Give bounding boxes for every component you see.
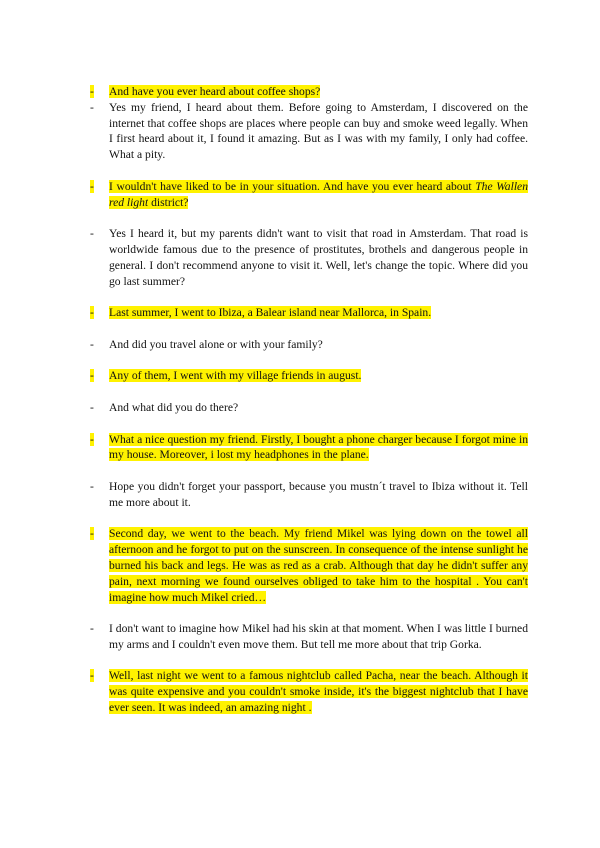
- dialogue-line: [90, 526, 528, 605]
- dash-marker: -: [90, 669, 94, 683]
- dialogue-line: [90, 368, 528, 384]
- dash-marker: -: [90, 227, 94, 241]
- line-text: Well, last night we went to a famous nightclub called Pacha, near the beach. Although it was quite expensive and you couldn't smoke inside, it's the biggest nightclub that I have ever seen. It was indeed, an amazing night .: [109, 669, 528, 715]
- line-text-end: district?: [148, 195, 189, 209]
- line-text: Second day, we went to the beach. My friend Mikel was lying down on the towel all afternoon and he forgot to put on the sunscreen. In consequence of the intense sunlight he burned his back and legs. He was as red as a crab. Although that day he didn't suffer any pain, next morning we found ourselves obliged to take him to the hospital . You can't imagine how much Mikel cried…: [109, 527, 528, 604]
- place-name-italic: The Wallen red light: [109, 179, 528, 209]
- dialogue-line: [90, 432, 528, 464]
- dialogue-line: [90, 179, 528, 211]
- dialogue-line: [90, 400, 528, 416]
- dash-marker: -: [90, 179, 94, 193]
- dialogue-line: [90, 84, 528, 100]
- dash-marker: -: [90, 400, 94, 414]
- dialogue-line: [90, 226, 528, 289]
- dialogue-line: [90, 621, 528, 653]
- dialogue-line: [90, 668, 528, 715]
- dialogue-line: [90, 100, 528, 163]
- line-text: I don't want to imagine how Mikel had his skin at that moment. When I was little I burned my arms and I couldn't even move them. But tell me more about that trip Gorka.: [109, 622, 528, 651]
- line-text: And what did you do there?: [109, 400, 239, 414]
- dash-marker: -: [90, 306, 94, 320]
- dash-marker: -: [90, 100, 94, 114]
- dash-marker: -: [90, 527, 94, 541]
- dash-marker: -: [90, 432, 94, 446]
- dash-marker: -: [90, 622, 94, 636]
- dash-marker: -: [90, 479, 94, 493]
- dialogue-line: [90, 337, 528, 353]
- line-text: I wouldn't have liked to be in your situation. And have you ever heard about: [109, 179, 476, 193]
- line-text: What a nice question my friend. Firstly, I bought a phone charger because I forgot mine in my house. Moreover, i lost my headphones in the plane.: [109, 432, 528, 462]
- line-text: Yes my friend, I heard about them. Before going to Amsterdam, I discovered on the internet that coffee shops are places where people can buy and smoke weed legally. When I first heard about it, I found it amazing. But as I was with my family, I only had coffee. What a pity.: [109, 100, 528, 162]
- dialogue-line: [90, 305, 528, 321]
- line-text: Yes I heard it, but my parents didn't want to visit that road in Amsterdam. That road is worldwide famous due to the presence of prostitutes, brothels and dangerous people in general. I don't recommend anyone to visit it. Well, let's change the topic. Where did you go last summer?: [109, 227, 528, 288]
- line-text: Hope you didn't forget your passport, because you mustn´t travel to Ibiza without it. Tell me more about it.: [109, 479, 528, 509]
- dash-marker: -: [90, 369, 94, 383]
- dash-marker: -: [90, 337, 94, 351]
- line-text: Last summer, I went to Ibiza, a Balear island near Mallorca, in Spain.: [109, 306, 432, 320]
- dialogue-line: [90, 479, 528, 511]
- line-text: And have you ever heard about coffee shops?: [109, 85, 321, 98]
- line-text: Any of them, I went with my village friends in august.: [109, 369, 362, 383]
- line-text: And did you travel alone or with your family?: [109, 337, 323, 351]
- dash-marker: -: [90, 85, 94, 98]
